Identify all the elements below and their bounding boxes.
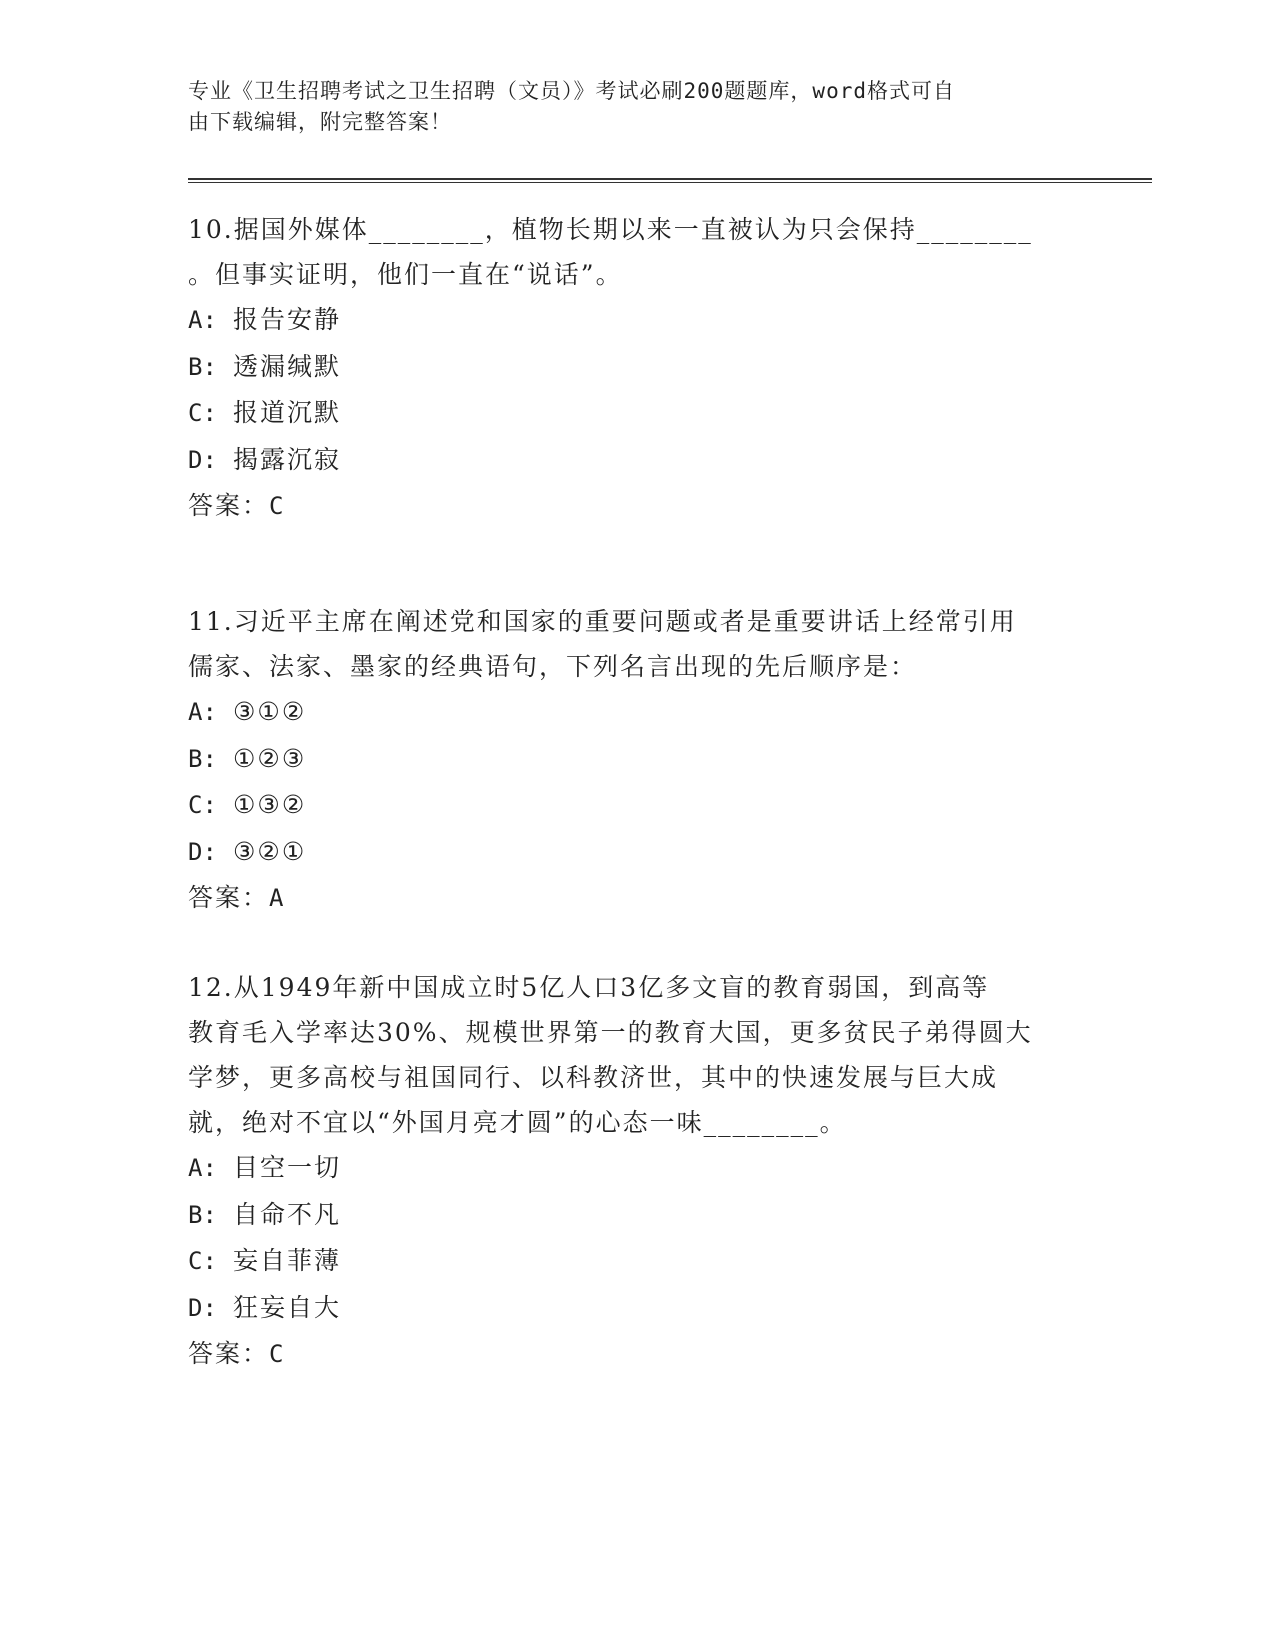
answer-line — [188, 483, 1088, 529]
option-b — [188, 344, 1088, 391]
question-stem-line: 儒家、法家、墨家的经典语句，下列名言出现的先后顺序是： — [188, 652, 918, 681]
option-text: ③②① — [233, 836, 307, 866]
answer-line — [188, 875, 1088, 921]
question-11 — [188, 599, 1088, 921]
header-line-2: 由下载编辑，附完整答案！ — [188, 110, 452, 134]
header-line-1: 专业《卫生招聘考试之卫生招聘（文员）》考试必刷200题题库，word格式可自 — [188, 79, 955, 103]
question-stem-line: 12.从1949年新中国成立时5亿人口3亿多文盲的教育弱国，到高等 — [188, 973, 990, 1002]
document-header — [188, 76, 1068, 138]
question-stem-line: 11.习近平主席在阐述党和国家的重要问题或者是重要讲话上经常引用 — [188, 607, 1017, 636]
option-label: D: — [188, 445, 217, 474]
option-d — [188, 437, 1088, 484]
option-label: A: — [188, 306, 217, 334]
header-divider-thick — [188, 178, 1152, 180]
option-label: D: — [188, 1293, 217, 1322]
question-stem-line: 。但事实证明，他们一直在“说话”。 — [188, 260, 623, 289]
option-label: C: — [188, 399, 217, 427]
option-c — [188, 1238, 1088, 1285]
option-text: 妄自菲薄 — [233, 1246, 342, 1275]
question-12 — [188, 965, 1088, 1377]
option-text: ①②③ — [233, 743, 307, 773]
option-d — [188, 1285, 1088, 1332]
option-a — [188, 1145, 1088, 1192]
option-text: 目空一切 — [233, 1153, 342, 1182]
question-stem — [188, 207, 1088, 297]
option-b — [188, 1192, 1088, 1239]
option-label: A: — [188, 698, 217, 726]
option-label: D: — [188, 837, 217, 866]
question-stem-line: 10.据国外媒体________，植物长期以来一直被认为只会保持________ — [188, 215, 1033, 244]
option-text: 狂妄自大 — [233, 1292, 342, 1322]
answer-value: C — [269, 1340, 285, 1368]
option-b — [188, 736, 1088, 783]
answer-label: 答案： — [188, 1339, 270, 1368]
question-stem-line: 教育毛入学率达30%、规模世界第一的教育大国，更多贫民子弟得圆大 — [188, 1018, 1033, 1047]
question-stem-line: 学梦，更多高校与祖国同行、以科教济世，其中的快速发展与巨大成 — [188, 1063, 999, 1092]
option-text: 揭露沉寂 — [233, 444, 342, 474]
option-label: B: — [188, 744, 217, 773]
answer-label: 答案： — [188, 883, 270, 912]
option-c — [188, 390, 1088, 437]
question-10 — [188, 207, 1088, 529]
answer-value: C — [269, 492, 285, 520]
option-label: B: — [188, 352, 217, 381]
option-text: ③①② — [233, 697, 307, 726]
option-label: A: — [188, 1154, 217, 1182]
option-label: B: — [188, 1200, 217, 1229]
question-stem — [188, 965, 1088, 1145]
answer-value: A — [269, 884, 285, 912]
option-c — [188, 782, 1088, 829]
option-label: C: — [188, 1247, 217, 1275]
question-stem — [188, 599, 1088, 689]
answer-line — [188, 1331, 1088, 1377]
option-a — [188, 297, 1088, 344]
option-label: C: — [188, 791, 217, 819]
option-d — [188, 829, 1088, 876]
option-text: ①③② — [233, 790, 307, 819]
option-text: 透漏缄默 — [233, 351, 342, 381]
option-a — [188, 689, 1088, 736]
header-divider-thin — [188, 182, 1152, 183]
answer-label: 答案： — [188, 491, 270, 520]
option-text: 报告安静 — [233, 305, 342, 334]
option-text: 自命不凡 — [233, 1199, 342, 1229]
option-text: 报道沉默 — [233, 398, 342, 427]
question-stem-line: 就，绝对不宜以“外国月亮才圆”的心态一味________。 — [188, 1108, 847, 1137]
